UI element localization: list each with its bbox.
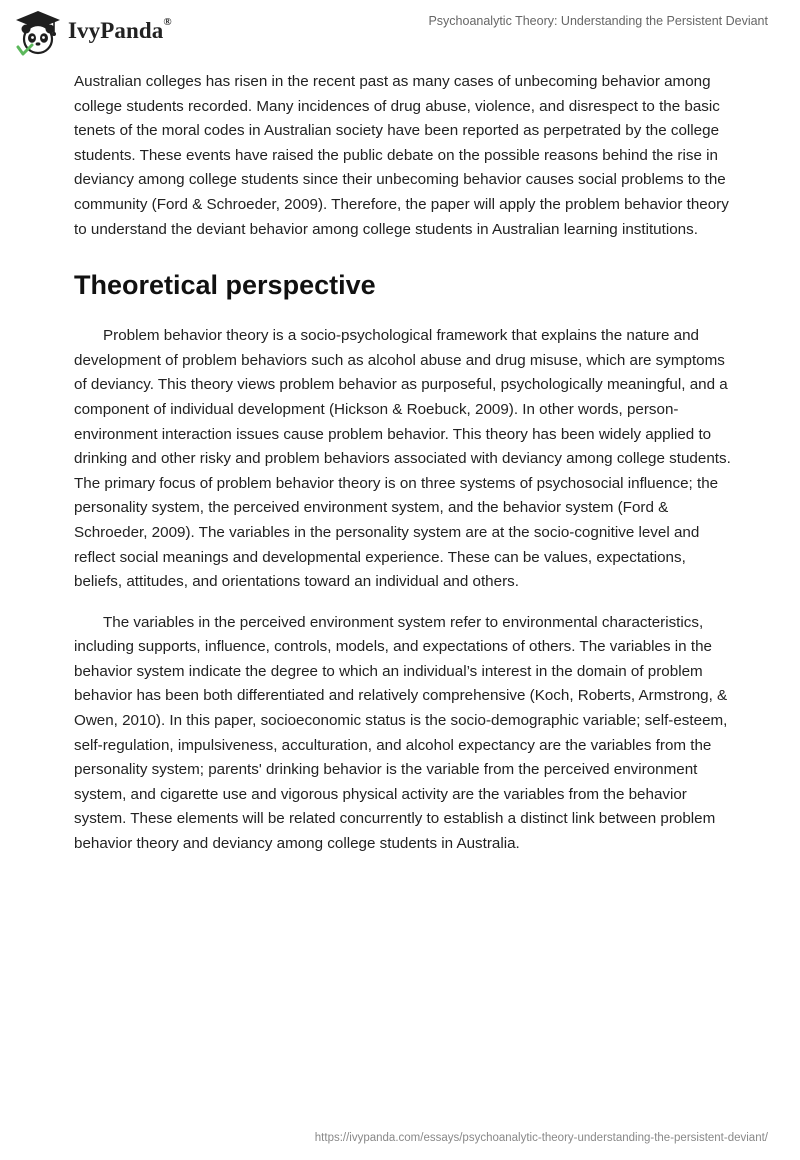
panda-graduate-logo-icon[interactable] <box>14 9 62 57</box>
brand-name[interactable] <box>68 18 172 44</box>
page-header <box>0 0 800 60</box>
running-title: Psychoanalytic Theory: Understanding the Persistent Deviant <box>428 14 768 28</box>
source-url[interactable]: https://ivypanda.com/essays/psychoanalytic-theory-understanding-the-persistent-deviant/ <box>314 1132 768 1144</box>
body-paragraph-2: Problem behavior theory is a socio-psychological framework that explains the nature and development of problem behaviors such as alcohol abuse and drug misuse, which are symptoms of deviancy. This theory views problem behavior as purposeful, psychologically meaningful, and a component of individual development (Hickson & Roebuck, 2009). In other words, person-environment interaction issues cause problem behavior. This theory has been widely applied to drinking and other risky and problem behaviors associated with deviancy among college students. The primary focus of problem behavior theory is on three systems of psychosocial influence; the personality system, the perceived environment system, and the behavior system (Ford & Schroeder, 2009). The variables in the personality system are at the socio-cognitive level and reflect social meanings and developmental experience. These can be values, expectations, beliefs, attitudes, and orientations toward an individual and others. <box>74 327 731 591</box>
section-heading: Theoretical perspective <box>74 270 376 301</box>
body-paragraph-3: The variables in the perceived environment system refer to environmental characteristics, including supports, influence, controls, models, and expectations of others. The variables in the behavior system indicate the degree to which an individual’s interest in the domain of problem behavior has been both differentiated and relatively comprehensive (Koch, Roberts, Armstrong, & Owen, 2010). In this paper, socioeconomic status is the socio-demographic variable; self-esteem, self-regulation, impulsiveness, acculturation, and alcohol expectancy are the variables from the personality system; parents' drinking behavior is the variable from the perceived environment system, and cigarette use and vigorous physical activity are the variables from the behavior system. These elements will be related concurrently to establish a distinct link between problem behavior theory and deviancy among college students in Australia. <box>74 613 728 853</box>
registered-mark: ® <box>163 16 172 29</box>
brand-label: IvyPanda <box>68 18 164 43</box>
essay-content <box>74 70 734 857</box>
body-paragraph-1: Australian colleges has risen in the recent past as many cases of unbecoming behavior among college students recorded. Many incidences of drug abuse, violence, and disrespect to the basic tenets of the moral codes in Australian society have been reported as perpetrated by the college students. These events have raised the public debate on the possible reasons behind the rise in deviancy among college students since their unbecoming behavior causes social problems to the community (Ford & Schroeder, 2009). Therefore, the paper will apply the problem behavior theory to understand the deviant behavior among college students in Australian learning institutions. <box>74 73 729 238</box>
